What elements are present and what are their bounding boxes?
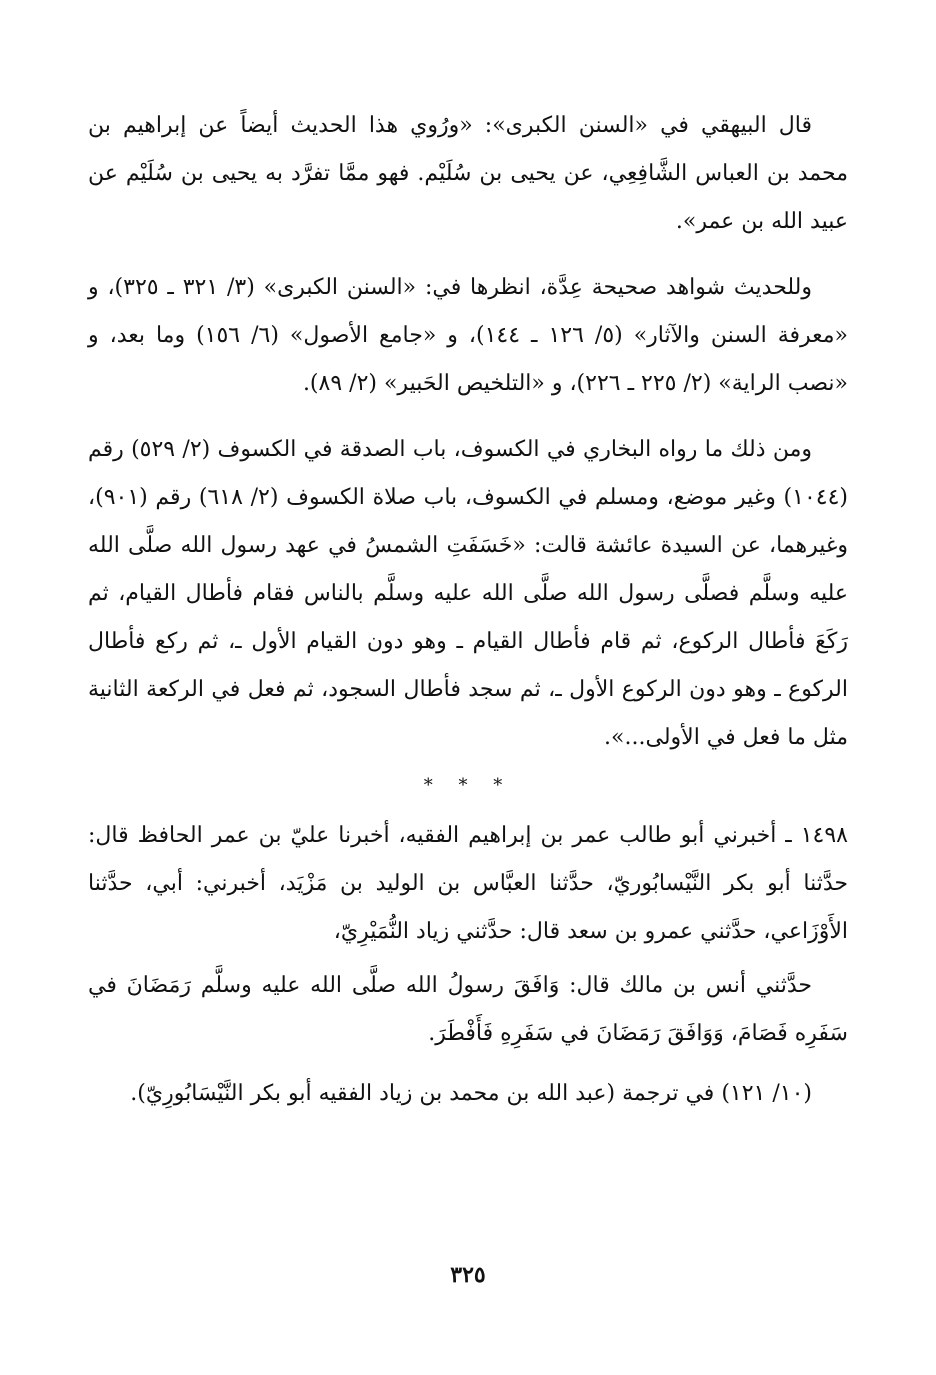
- spacer: [88, 1058, 848, 1070]
- paragraph-bayhaqi-quote: قال البيهقي في «السنن الكبرى»: «ورُوي هذا الحديث أيضاً عن إبراهيم بن محمد بن العباس الشَّافِعِي، عن يحيى بن سُلَيْم. فهو ممَّا تفرَّد به يحيى بن سُلَيْم عن عبيد الله بن عمر».: [88, 113, 848, 234]
- spacer: [88, 408, 848, 426]
- page-body: [88, 102, 848, 1118]
- section-separator: * * *: [423, 775, 513, 796]
- paragraph-reference: (١٠/ ١٢١) في ترجمة (عبد الله بن محمد بن زياد الفقيه أبو بكر النَّيْسَابُورِيّ).: [130, 1081, 812, 1106]
- page-number: ٣٢٥: [450, 1262, 486, 1288]
- paragraph-eclipse-hadith: ومن ذلك ما رواه البخاري في الكسوف، باب الصدقة في الكسوف (٢/ ٥٢٩) رقم (١٠٤٤) وغير موضع، ومسلم في الكسوف، باب صلاة الكسوف (٢/ ٦١٨) رقم (٩٠١)، وغيرهما، عن السيدة عائشة قالت: «خَسَفَتِ الشمسُ في عهد رسول الله صلَّى الله عليه وسلَّم فصلَّى رسول الله صلَّى الله عليه وسلَّم بالناس فقام فأطال القيام، ثم رَكَعَ فأطال الركوع، ثم قام فأطال القيام ـ وهو دون القيام الأول ـ، ثم ركع فأطال الركوع ـ وهو دون الركوع الأول ـ، ثم سجد فأطال السجود، ثم فعل في الركعة الثانية مثل ما فعل في الأولى...».: [88, 437, 848, 750]
- paragraph-supporting-sources: وللحديث شواهد صحيحة عِدَّة، انظرها في: «السنن الكبرى» (٣/ ٣٢١ ـ ٣٢٥)، و «معرفة السنن والآثار» (٥/ ١٢٦ ـ ١٤٤)، و «جامع الأصول» (٦/ ١٥٦) وما بعد، و «نصب الراية» (٢/ ٢٢٥ ـ ٢٢٦)، و «التلخيص الحَبير» (٢/ ٨٩).: [88, 275, 849, 396]
- paragraph-hadith-1498-chain: ١٤٩٨ ـ أخبرني أبو طالب عمر بن إبراهيم الفقيه، أخبرنا عليّ بن عمر الحافظ قال: حدَّثنا أبو بكر النَّيْسابُوريّ، حدَّثنا العبَّاس بن الوليد بن مَزْيَد، أخبرني: أبي، حدَّثنا الأَوْزَاعي، حدَّثني عمرو بن سعد قال: حدَّثني زياد النُّمَيْرِيّ،: [88, 823, 848, 944]
- spacer: [88, 246, 848, 264]
- paragraph-hadith-1498-text: حدَّثني أنس بن مالك قال: وَافَقَ رسولُ الله صلَّى الله عليه وسلَّم رَمَضَانَ في سَفَرِه فَصَامَ، وَوَافَقَ رَمَضَانَ في سَفَرِهِ فَأَفْطَرَ.: [88, 973, 848, 1046]
